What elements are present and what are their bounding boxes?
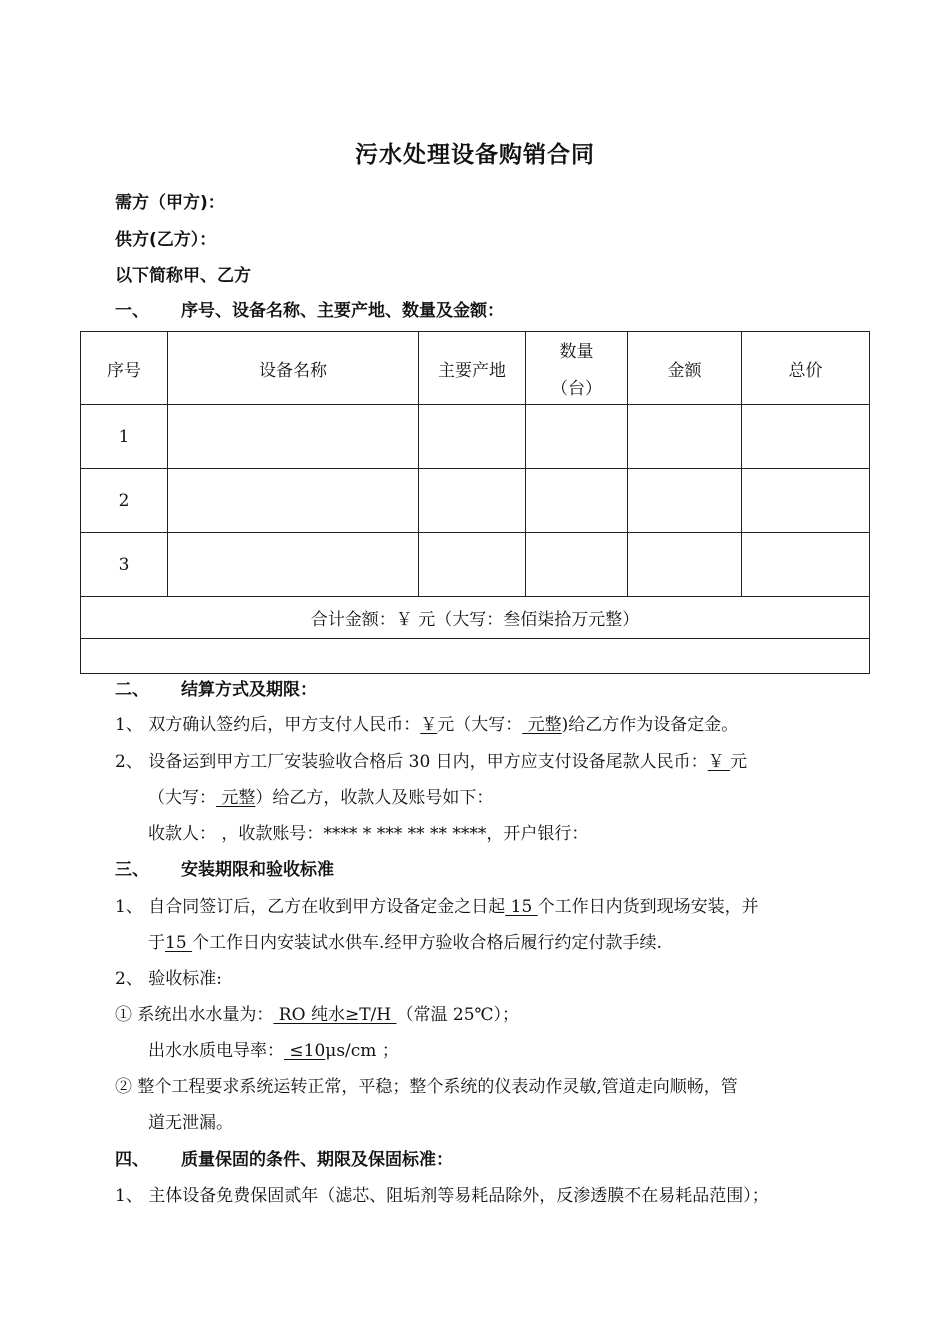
install-days: 15 (165, 933, 193, 953)
sum-text: 合计金额：￥ 元（大写：叁佰柒拾万元整） (81, 597, 870, 639)
criterion-1 (115, 1004, 519, 1026)
delivery-days: 15 (505, 897, 538, 917)
row-quantity (526, 533, 628, 597)
row-amount (628, 533, 742, 597)
row-serial: 3 (81, 533, 168, 597)
text: ）给乙方，收款人及账号如下： (255, 788, 494, 808)
header-quantity-label: 数量 (559, 342, 594, 362)
text: 2、 设备运到甲方工厂安装验收合格后 30 日内，甲方应支付设备尾款人民币： (115, 752, 708, 772)
header-quantity-unit: （台） (551, 379, 602, 399)
section-3-heading (115, 859, 334, 881)
section-2-heading (115, 679, 317, 701)
equipment-table (80, 331, 870, 674)
section-2-number: 二、 (115, 680, 149, 700)
text: )给乙方作为设备定金。 (561, 715, 739, 735)
settlement-item-2-cont (148, 787, 493, 809)
acceptance-item-2: 2、 验收标准: (115, 969, 222, 989)
section-4-heading (115, 1149, 453, 1171)
criterion-1-conductivity (148, 1040, 399, 1062)
conductivity-spec: ≤10 (284, 1041, 326, 1061)
section-2-text: 结算方式及期限： (181, 680, 317, 700)
section-4-text: 质量保固的条件、期限及保固标准： (181, 1150, 453, 1170)
section-1-text: 序号、设备名称、主要产地、数量及金额： (181, 301, 504, 321)
text: （大写： (148, 788, 216, 808)
section-1-number: 一、 (115, 301, 149, 321)
text: μs/cm ； (325, 1041, 399, 1061)
install-item-1 (115, 896, 759, 918)
text: 个工作日内货到现场安装，并 (537, 897, 759, 917)
seller-label: 供方(乙方）： (115, 230, 217, 250)
blank-cell (81, 639, 870, 674)
row-origin (419, 469, 526, 533)
buyer-label: 需方（甲方)： (115, 193, 225, 213)
table-row (81, 533, 870, 597)
table-sum-row (81, 597, 870, 639)
criterion-2: ② 整个工程要求系统运转正常，平稳；整个系统的仪表动作灵敏,管道走向顺畅，管 (115, 1077, 738, 1097)
table-header-row (81, 332, 870, 405)
row-name (168, 469, 419, 533)
page-title: 污水处理设备购销合同 (355, 142, 595, 168)
row-amount (628, 405, 742, 469)
text: 1、 自合同签订后，乙方在收到甲方设备定金之日起 (115, 897, 506, 917)
row-name (168, 533, 419, 597)
row-total (742, 469, 870, 533)
payee-info: 收款人： ，收款账号：**** * *** ** ** ****，开户银行： (148, 824, 589, 844)
row-total (742, 405, 870, 469)
settlement-item-2 (115, 751, 747, 773)
warranty-item-1: 1、 主体设备免费保固贰年（滤芯、阻垢剂等易耗品除外，反渗透膜不在易耗品范围）； (115, 1186, 769, 1206)
abbreviation-note: 以下简称甲、乙方 (115, 266, 251, 286)
row-origin (419, 533, 526, 597)
text: 出水水质电导率： (148, 1041, 284, 1061)
header-total: 总价 (742, 332, 870, 405)
table-row (81, 469, 870, 533)
text: 个工作日内安装试水供车.经甲方验收合格后履行约定付款手续. (192, 933, 662, 953)
text: 元（大写： (437, 715, 523, 735)
final-amount: ￥ (707, 752, 731, 772)
text: ① 系统出水水量为： (115, 1005, 274, 1025)
text: 元 (730, 752, 748, 772)
row-serial: 1 (81, 405, 168, 469)
header-amount: 金额 (628, 332, 742, 405)
install-item-1-cont (148, 932, 662, 954)
section-1-heading (115, 300, 504, 322)
row-serial: 2 (81, 469, 168, 533)
row-total (742, 533, 870, 597)
section-3-number: 三、 (115, 860, 149, 880)
text: 1、 双方确认签约后，甲方支付人民币： (115, 715, 421, 735)
row-quantity (526, 469, 628, 533)
row-amount (628, 469, 742, 533)
water-output-spec: RO 纯水≥T/H (273, 1005, 397, 1025)
table-row (81, 405, 870, 469)
header-serial: 序号 (81, 332, 168, 405)
text: 于 (148, 933, 165, 953)
row-quantity (526, 405, 628, 469)
deposit-amount-words: 元整 (522, 715, 562, 735)
settlement-item-1 (115, 714, 738, 736)
section-4-number: 四、 (115, 1150, 149, 1170)
text: （常温 25℃）； (396, 1005, 520, 1025)
row-name (168, 405, 419, 469)
criterion-2-cont: 道无泄漏。 (148, 1113, 233, 1133)
final-amount-words: 元整 (216, 788, 256, 808)
header-quantity (526, 332, 628, 405)
header-equipment-name: 设备名称 (168, 332, 419, 405)
header-origin: 主要产地 (419, 332, 526, 405)
deposit-amount: ￥ (420, 715, 438, 735)
row-origin (419, 405, 526, 469)
table-blank-row (81, 639, 870, 674)
section-3-text: 安装期限和验收标准 (181, 860, 334, 880)
